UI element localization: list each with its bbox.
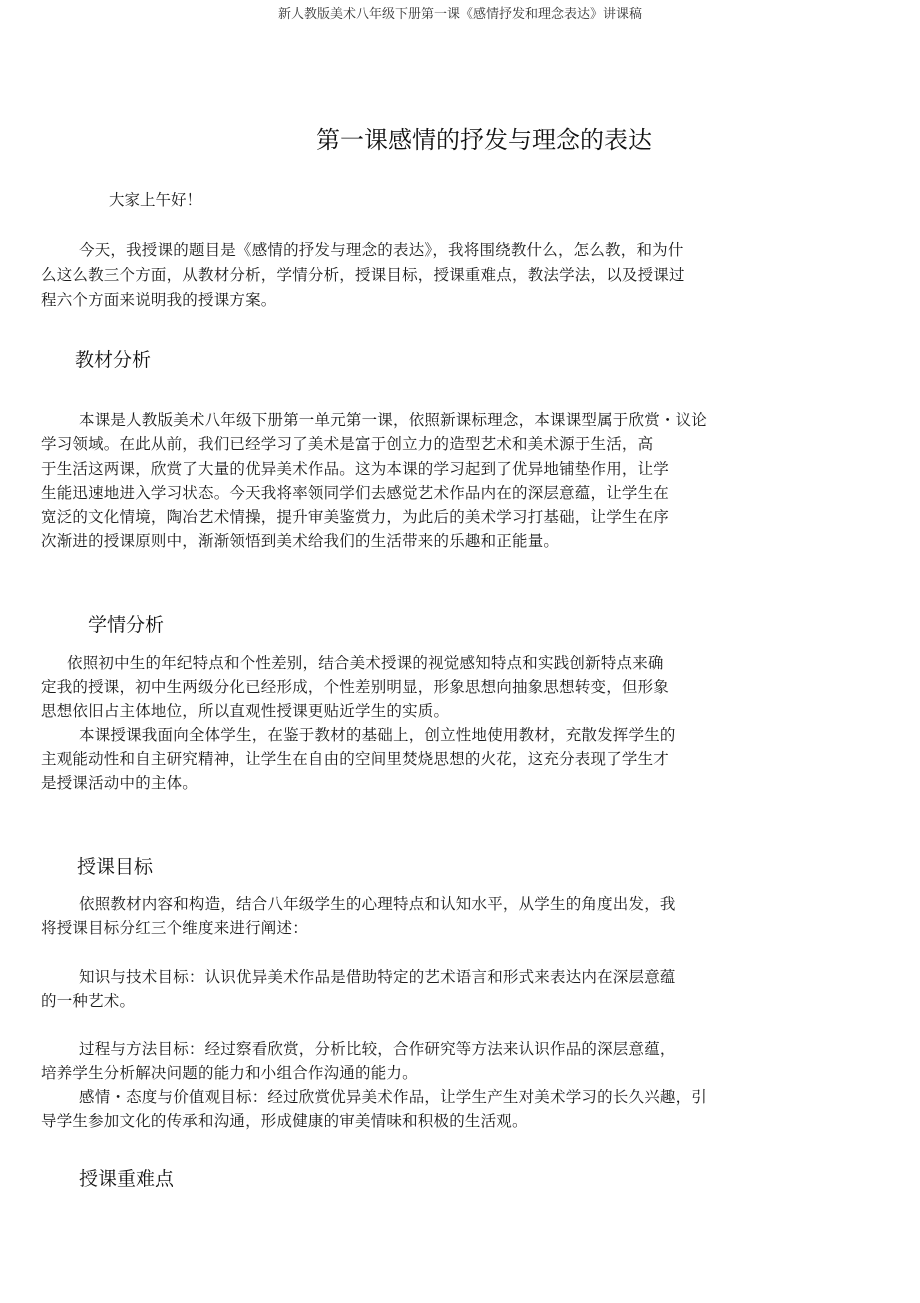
textbook-line: 宽泛的文化情境，陶冶艺术情操，提升审美鉴赏力，为此后的美术学习打基础，让学生在序 — [41, 508, 670, 526]
students-line: 定我的授课，初中生两级分化已经形成，个性差别明显，形象思想向抽象思想转变，但形象 — [41, 678, 670, 696]
students-line: 依照初中生的年纪特点和个性差别，结合美术授课的视觉感知特点和实践创新特点来确 — [67, 654, 664, 672]
goal-emotion-line: 感情・态度与价值观目标：经过欣赏优异美术作品，让学生产生对美术学习的长久兴趣，引 — [79, 1088, 708, 1106]
students-line: 是授课活动中的主体。 — [41, 774, 199, 792]
textbook-line: 次渐进的授课原则中，渐渐领悟到美术给我们的生活带来的乐趣和正能量。 — [41, 532, 560, 550]
goal-knowledge-line: 的一种艺术。 — [41, 992, 136, 1010]
greeting: 大家上午好！ — [109, 191, 203, 209]
intro-line: 今天，我授课的题目是《感情的抒发与理念的表达》，我将围绕教什么，怎么教，和为什 — [79, 241, 684, 259]
textbook-line: 本课是人教版美术八年级下册第一单元第一课，依照新课标理念，本课课型属于欣赏・议论 — [79, 411, 708, 429]
goal-knowledge-line: 知识与技术目标：认识优异美术作品是借助特定的艺术语言和形式来表达内在深层意蕴 — [79, 968, 676, 986]
students-line: 本课授课我面向全体学生，在鉴于教材的基础上，创立性地使用教材，充散发挥学生的 — [79, 726, 676, 744]
goal-process-line: 培养学生分析解决问题的能力和小组合作沟通的能力。 — [41, 1064, 418, 1082]
section-heading-textbook: 教材分析 — [75, 349, 152, 371]
intro-line: 么这么教三个方面，从教材分析，学情分析，授课目标，授课重难点，教法学法，以及授课过 — [41, 266, 685, 284]
goal-process-line: 过程与方法目标：经过察看欣赏，分析比较，合作研究等方法来认识作品的深层意蕴， — [79, 1040, 676, 1058]
textbook-line: 学习领域。在此从前，我们已经学习了美术是富于创立力的造型艺术和美术源于生活，高 — [41, 435, 654, 453]
textbook-line: 于生活这两课，欣赏了大量的优异美术作品。这为本课的学习起到了优异地铺垫作用，让学 — [41, 460, 670, 478]
students-line: 主观能动性和自主研究精神，让学生在自由的空间里焚烧思想的火花，这充分表现了学生才 — [41, 750, 670, 768]
goals-intro-line: 依照教材内容和构造，结合八年级学生的心理特点和认知水平，从学生的角度出发，我 — [79, 895, 676, 913]
page-title: 第一课感情的抒发与理念的表达 — [316, 126, 652, 154]
section-heading-goals: 授课目标 — [77, 856, 154, 878]
textbook-line: 生能迅速地进入学习状态。今天我将率领同学们去感觉艺术作品内在的深层意蕴，让学生在 — [41, 484, 670, 502]
section-heading-students: 学情分析 — [88, 614, 165, 636]
document-header: 新人教版美术八年级下册第一课《感情抒发和理念表达》讲课稿 — [277, 7, 642, 22]
section-heading-keypoints: 授课重难点 — [79, 1168, 175, 1190]
students-line: 思想依旧占主体地位，所以直观性授课更贴近学生的实质。 — [41, 702, 450, 720]
goal-emotion-line: 导学生参加文化的传承和沟通，形成健康的审美情味和积极的生活观。 — [41, 1112, 528, 1130]
intro-line: 程六个方面来说明我的授课方案。 — [41, 291, 277, 309]
goals-intro-line: 将授课目标分红三个维度来进行阐述： — [41, 919, 308, 937]
